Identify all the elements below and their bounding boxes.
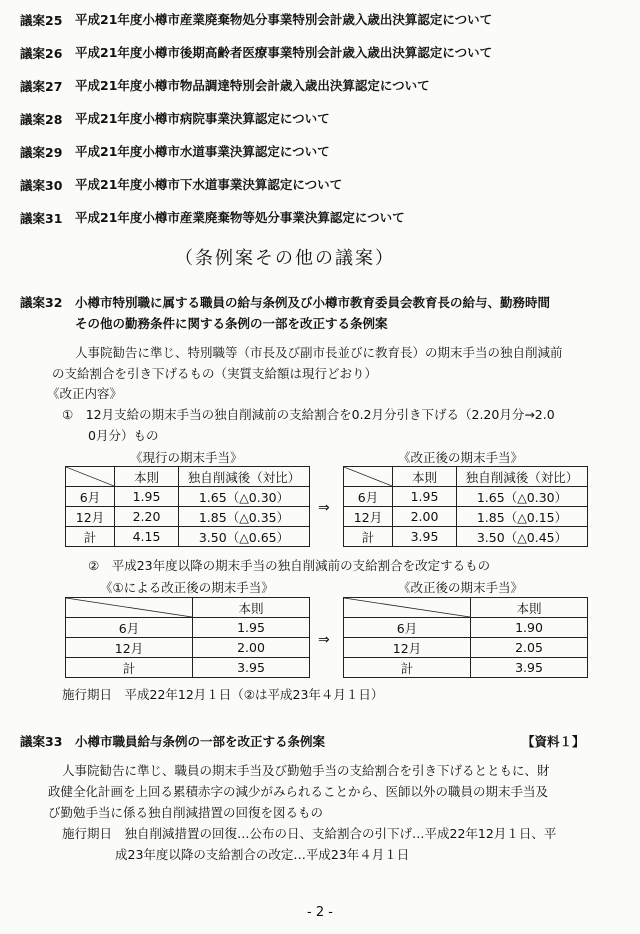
table-cell: 計	[66, 658, 193, 678]
table-cell: 4.15	[115, 527, 179, 547]
table-cell: 1.95	[393, 487, 457, 507]
table-header: 本則	[193, 598, 310, 618]
table-caption: 《①による改正後の期末手当》	[100, 580, 274, 595]
agenda-number: 議案30	[20, 178, 63, 193]
table-row	[344, 487, 588, 507]
interim-allowance-table	[65, 597, 310, 678]
revised-allowance-table-2	[343, 597, 588, 678]
table-cell: 1.90	[471, 618, 588, 638]
table-row	[66, 527, 310, 547]
agenda-item	[20, 175, 343, 194]
table-row	[66, 618, 310, 638]
table-header: 本則	[115, 467, 179, 487]
table-caption: 《改正後の期末手当》	[398, 450, 524, 465]
table-header: 独自削減後（対比）	[457, 467, 588, 487]
table-row	[344, 658, 588, 678]
revision-label: 《改正内容》	[47, 386, 123, 401]
table-header: 独自削減後（対比）	[179, 467, 310, 487]
revised-allowance-table	[343, 466, 588, 547]
table-cell: 2.20	[115, 507, 179, 527]
table-cell: 3.95	[471, 658, 588, 678]
table-row	[66, 507, 310, 527]
revision-point-2: ② 平成23年度以降の期末手当の独自削減前の支給割合を改定するもの	[88, 558, 491, 573]
agenda-item	[20, 10, 493, 29]
revision-point-1: ① 12月支給の期末手当の独自削減前の支給割合を0.2月分引き下げる（2.20月分→2.0	[62, 407, 555, 422]
table-header: 本則	[393, 467, 457, 487]
agenda-title: 平成21年度小樽市下水道事業決算認定について	[75, 177, 343, 192]
arrow-icon: ⇒	[318, 500, 330, 516]
table-cell: 12月	[344, 638, 471, 658]
table-row	[344, 618, 588, 638]
table-cell: 6月	[344, 618, 471, 638]
arrow-icon: ⇒	[318, 632, 330, 648]
table-cell: 2.00	[193, 638, 310, 658]
description-line: の支給割合を引き下げるもの（実質支給額は現行どおり）	[52, 366, 378, 381]
description-line: 政健全化計画を上回る累積赤字の減少がみられることから、医師以外の職員の期末手当及	[48, 784, 549, 799]
agenda-number: 議案26	[20, 46, 63, 61]
agenda-title: 平成21年度小樽市水道事業決算認定について	[75, 144, 330, 159]
table-cell: 1.95	[193, 618, 310, 638]
table-cell: 3.50（△0.65）	[179, 527, 310, 547]
agenda-title-line2: その他の勤務条件に関する条例の一部を改正する条例案	[75, 316, 388, 331]
reference-label: 【資料１】	[522, 734, 585, 749]
table-cell: 6月	[344, 487, 393, 507]
agenda-item	[20, 43, 493, 62]
agenda-title: 平成21年度小樽市産業廃棄物等処分事業決算認定について	[75, 210, 405, 225]
agenda-title: 平成21年度小樽市物品調達特別会計歳入歳出決算認定について	[75, 78, 430, 93]
description-line: 人事院勧告に準じ、特別職等（市長及び副市長並びに教育長）の期末手当の独自削減前	[75, 345, 563, 360]
agenda-title: 平成21年度小樽市産業廃棄物処分事業特別会計歳入歳出決算認定について	[75, 12, 493, 27]
agenda-title-line1: 小樽市特別職に属する職員の給与条例及び小樽市教育委員会教育長の給与、勤務時間	[75, 295, 551, 310]
table-header: 本則	[471, 598, 588, 618]
agenda-number: 議案29	[20, 145, 63, 160]
table-cell: 3.95	[393, 527, 457, 547]
diagonal-header-cell	[344, 467, 393, 487]
section-heading: （条例案その他の議案）	[175, 248, 395, 269]
table-cell: 12月	[344, 507, 393, 527]
agenda-item	[20, 76, 430, 95]
agenda-number: 議案33	[20, 734, 63, 749]
diagonal-header-cell	[344, 598, 471, 618]
table-cell: 1.85（△0.15）	[457, 507, 588, 527]
agenda-item	[20, 142, 330, 161]
diagonal-header-cell	[66, 598, 193, 618]
agenda-number: 議案27	[20, 79, 63, 94]
description-line: 人事院勧告に準じ、職員の期末手当及び勤勉手当の支給割合を引き下げるとともに、財	[62, 763, 550, 778]
agenda-number: 議案32	[20, 295, 63, 310]
revision-point-1-cont: 0月分）もの	[88, 428, 159, 443]
agenda-item	[20, 109, 330, 128]
table-cell: 12月	[66, 638, 193, 658]
effective-date-line: 成23年度以降の支給割合の改定…平成23年４月１日	[115, 847, 410, 862]
table-row	[66, 487, 310, 507]
table-cell: 12月	[66, 507, 115, 527]
table-cell: 3.95	[193, 658, 310, 678]
diagonal-header-cell	[66, 467, 115, 487]
agenda-title: 平成21年度小樽市病院事業決算認定について	[75, 111, 330, 126]
table-cell: 2.05	[471, 638, 588, 658]
table-cell: 6月	[66, 487, 115, 507]
agenda-number: 議案25	[20, 13, 63, 28]
table-row	[344, 638, 588, 658]
agenda-number: 議案31	[20, 211, 63, 226]
effective-date-line: 施行期日 独自削減措置の回復…公布の日、支給割合の引下げ…平成22年12月１日、平	[62, 826, 557, 841]
table-cell: 3.50（△0.45）	[457, 527, 588, 547]
table-cell: 2.00	[393, 507, 457, 527]
effective-date: 施行期日 平成22年12月１日（②は平成23年４月１日）	[62, 687, 384, 702]
agenda-item	[20, 208, 405, 227]
agenda-number: 議案28	[20, 112, 63, 127]
table-row	[344, 507, 588, 527]
table-row	[66, 638, 310, 658]
agenda-title: 小樽市職員給与条例の一部を改正する条例案	[75, 734, 326, 749]
table-row	[66, 658, 310, 678]
description-line: び勤勉手当に係る独自削減措置の回復を図るもの	[48, 805, 324, 820]
table-cell: 1.65（△0.30）	[179, 487, 310, 507]
page-number: - 2 -	[307, 905, 333, 920]
table-caption: 《改正後の期末手当》	[398, 580, 524, 595]
agenda-title: 平成21年度小樽市後期高齢者医療事業特別会計歳入歳出決算認定について	[75, 45, 493, 60]
table-row	[344, 527, 588, 547]
table-cell: 1.85（△0.35）	[179, 507, 310, 527]
table-cell: 計	[66, 527, 115, 547]
table-cell: 1.65（△0.30）	[457, 487, 588, 507]
table-cell: 6月	[66, 618, 193, 638]
table-cell: 計	[344, 658, 471, 678]
current-allowance-table	[65, 466, 310, 547]
table-cell: 1.95	[115, 487, 179, 507]
table-cell: 計	[344, 527, 393, 547]
table-caption: 《現行の期末手当》	[130, 450, 243, 465]
